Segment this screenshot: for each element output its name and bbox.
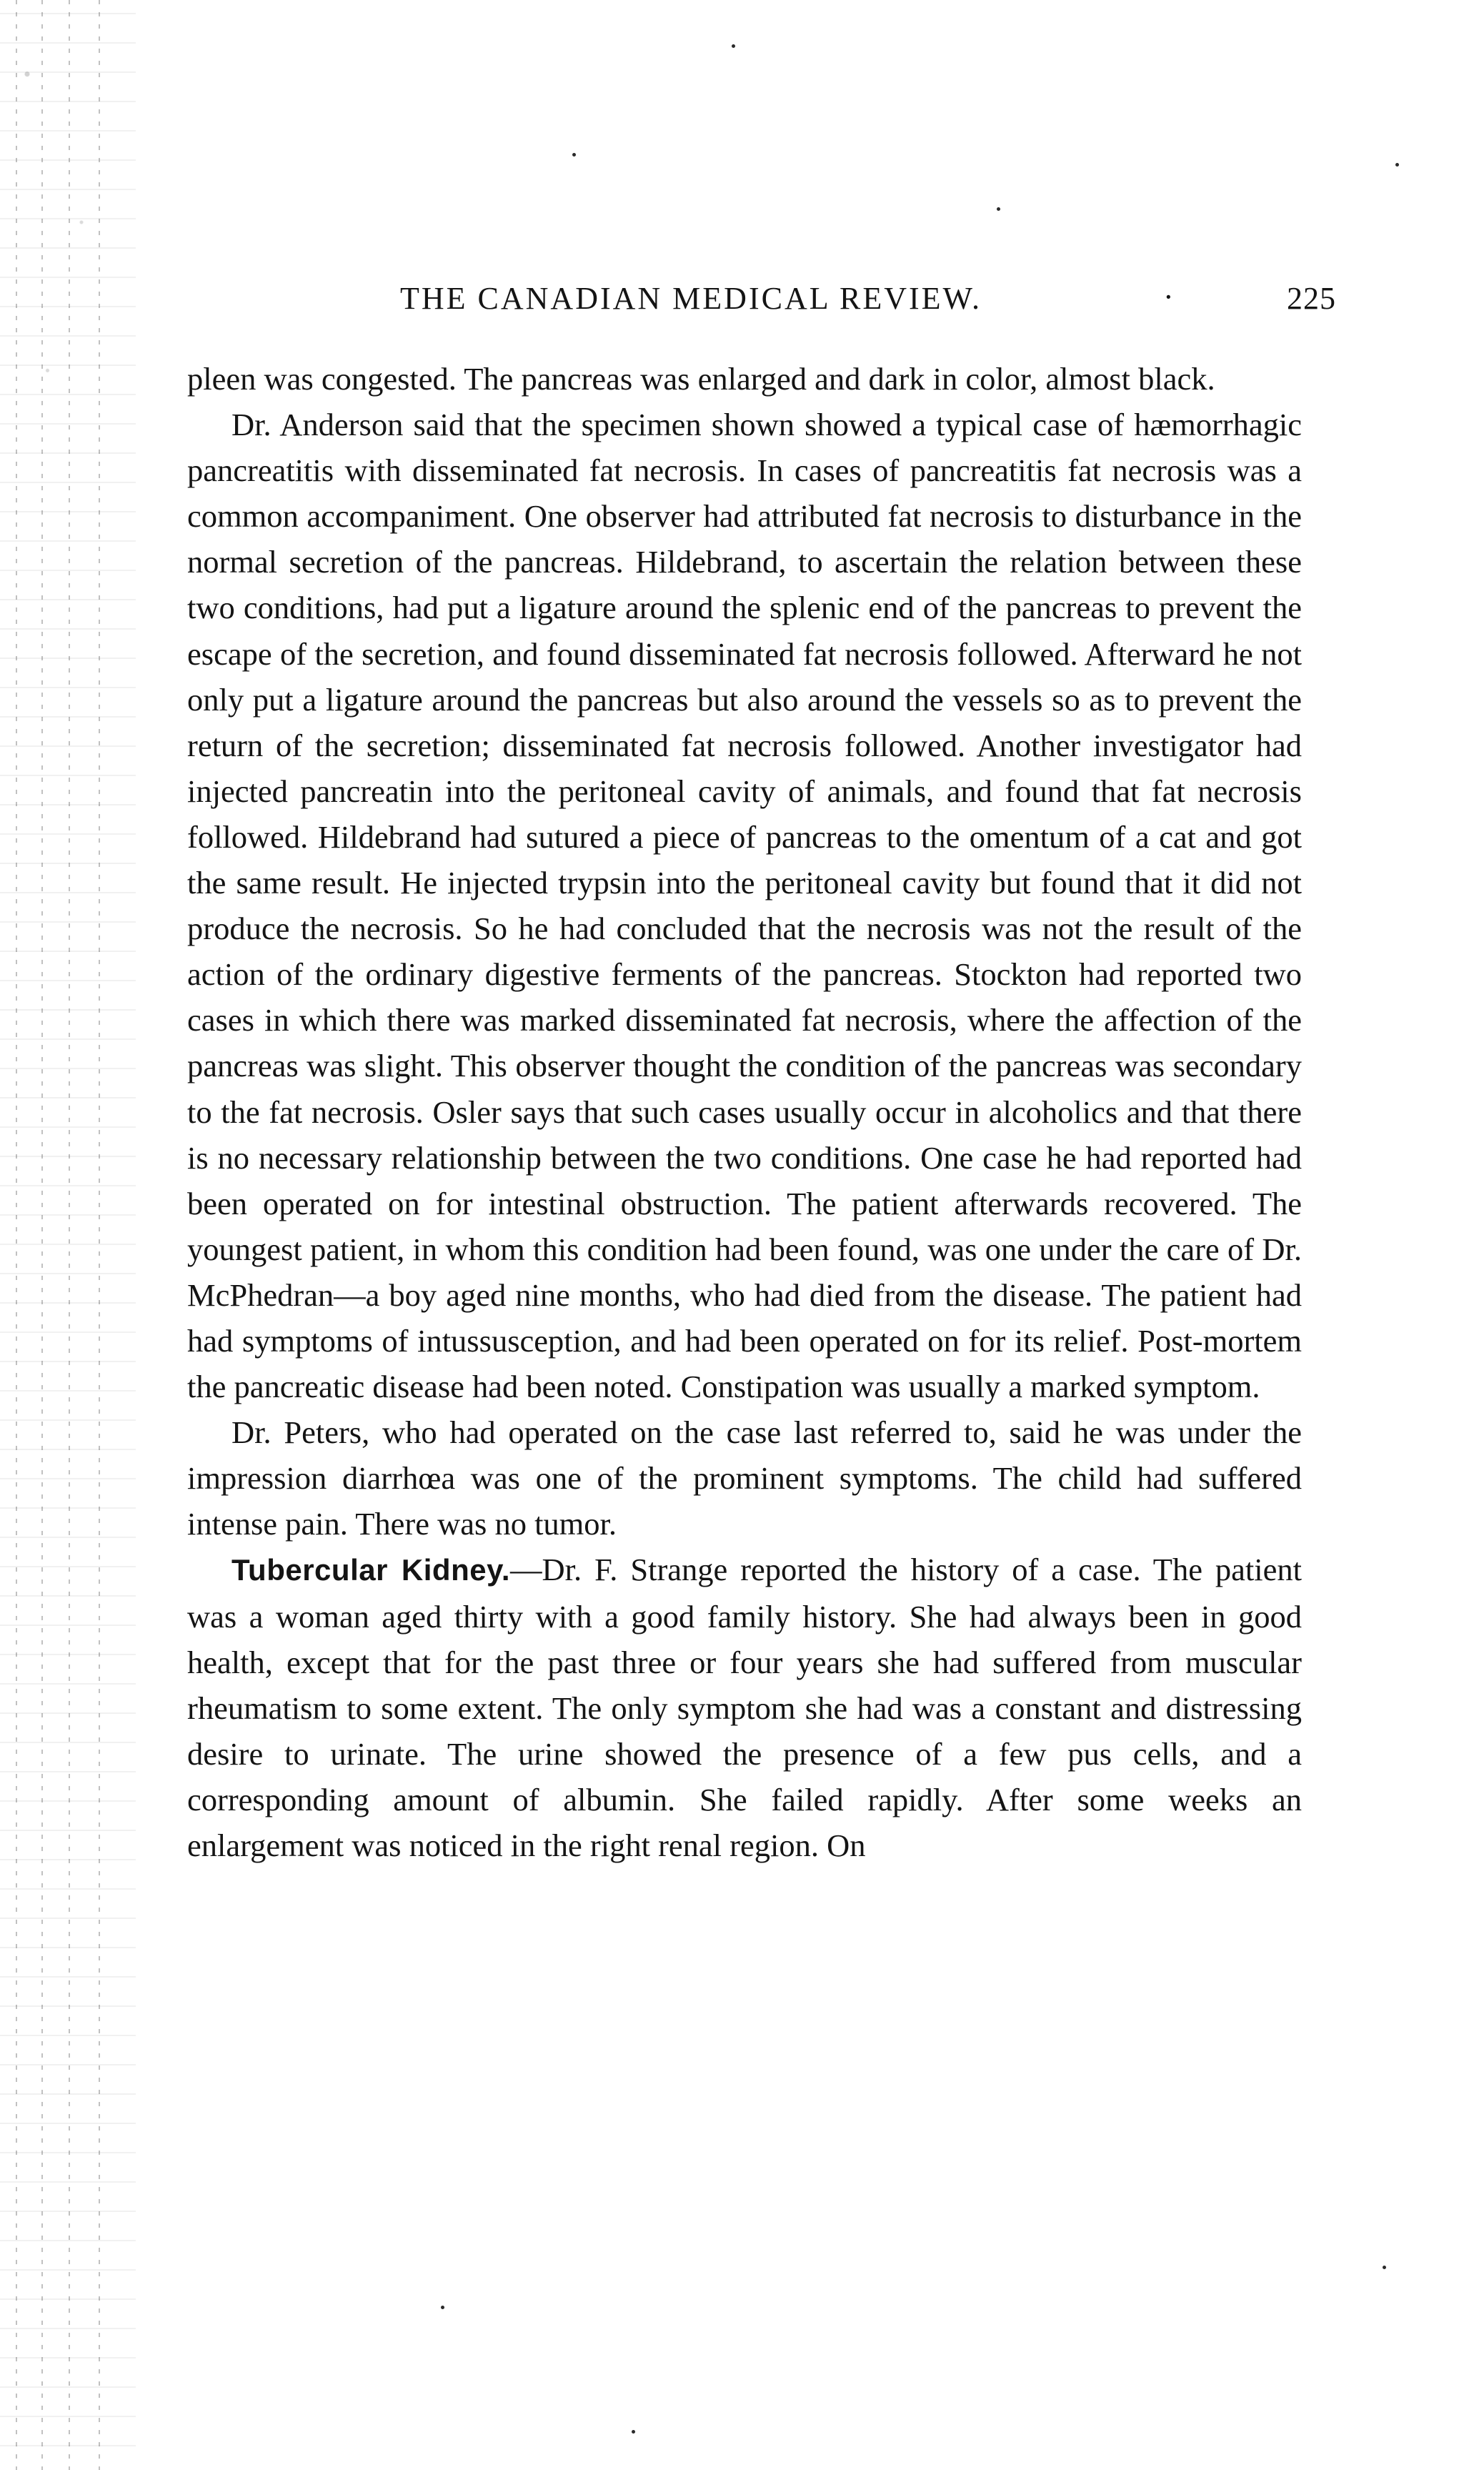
speck: [441, 2306, 444, 2309]
section-paragraph: [187, 1547, 1302, 1868]
gutter-mark: [16, 0, 17, 2470]
speck: [572, 153, 576, 157]
paragraph: Dr. Peters, who had operated on the case last referred to, said he was under the impression diarrhœa was one of the prominent symptoms. The child had suffered intense pain. There was no tumor.: [187, 1414, 1302, 1542]
page-number: 225: [1287, 281, 1336, 316]
gutter-mark: [41, 0, 43, 2470]
speck: [732, 44, 735, 48]
gutter-mark: [69, 0, 70, 2470]
section-text: —Dr. F. Strange reported the history of a case. The patient was a woman aged thirty with a good family history. She had always been in good health, except that for the past three or four years she had suffered from muscular rheumatism to some extent. The only symptom she had was a constant and distressing desire to urinate. The urine showed the presence of a few pus cells, and a corresponding amount of albumin. She failed rapidly. After some weeks an enlargement was noticed in the right renal region. On: [187, 1552, 1303, 1863]
speck: [632, 2430, 635, 2434]
journal-title: THE CANADIAN MEDICAL REVIEW.: [400, 281, 982, 316]
running-header: [400, 280, 1336, 323]
article-body: [187, 356, 1302, 1868]
speck: [1383, 2266, 1386, 2269]
header-separator: ·: [1163, 279, 1176, 314]
gutter-mark: [99, 0, 100, 2470]
scan-gutter-noise: [0, 0, 136, 2470]
speck: [1395, 163, 1399, 167]
section-heading: Tubercular Kidney.: [231, 1553, 511, 1587]
paragraph: pleen was congested. The pancreas was enlarged and dark in color, almost black.: [187, 361, 1215, 397]
speck: [997, 207, 1000, 211]
paragraph: Dr. Anderson said that the specimen shown showed a typical case of hæmorrhagic pancreatitis with disseminated fat necrosis. In cases of pancreatitis fat necrosis was a common accompaniment. One observer had attributed fat necrosis to disturbance in the normal secretion of the pancreas. Hildebrand, to ascertain the relation between these two conditions, had put a ligature around the splenic end of the pancreas to prevent the escape of the secretion, and found disseminated fat necrosis followed. Afterward he not only put a ligature around the pancreas but also around the vessels so as to prevent the return of the secretion; disseminated fat necrosis followed. Another investigator had injected pancreatin into the peritoneal cavity of animals, and found that fat necrosis followed. Hildebrand had sutured a piece of pancreas to the omentum of a cat and got the same result. He injected trypsin into the peritoneal cavity but found that it did not produce the necrosis. So he had concluded that the necrosis was not the result of the action of the ordinary digestive ferments of the pancreas. Stockton had reported two cases in which there was marked disseminated fat necrosis, where the affection of the pancreas was slight. This observer thought the condition of the pancreas was secondary to the fat necrosis. Osler says that such cases usually occur in alcoholics and that there is no necessary relationship between the two conditions. One case he had reported had been operated on for intestinal obstruction. The patient afterwards recovered. The youngest patient, in whom this condition had been found, was one under the care of Dr. McPhedran—a boy aged nine months, who had died from the disease. The patient had had symptoms of intussusception, and had been operated on for its relief. Post-mortem the pancreatic disease had been noted. Constipation was usually a marked symptom.: [187, 407, 1302, 1405]
